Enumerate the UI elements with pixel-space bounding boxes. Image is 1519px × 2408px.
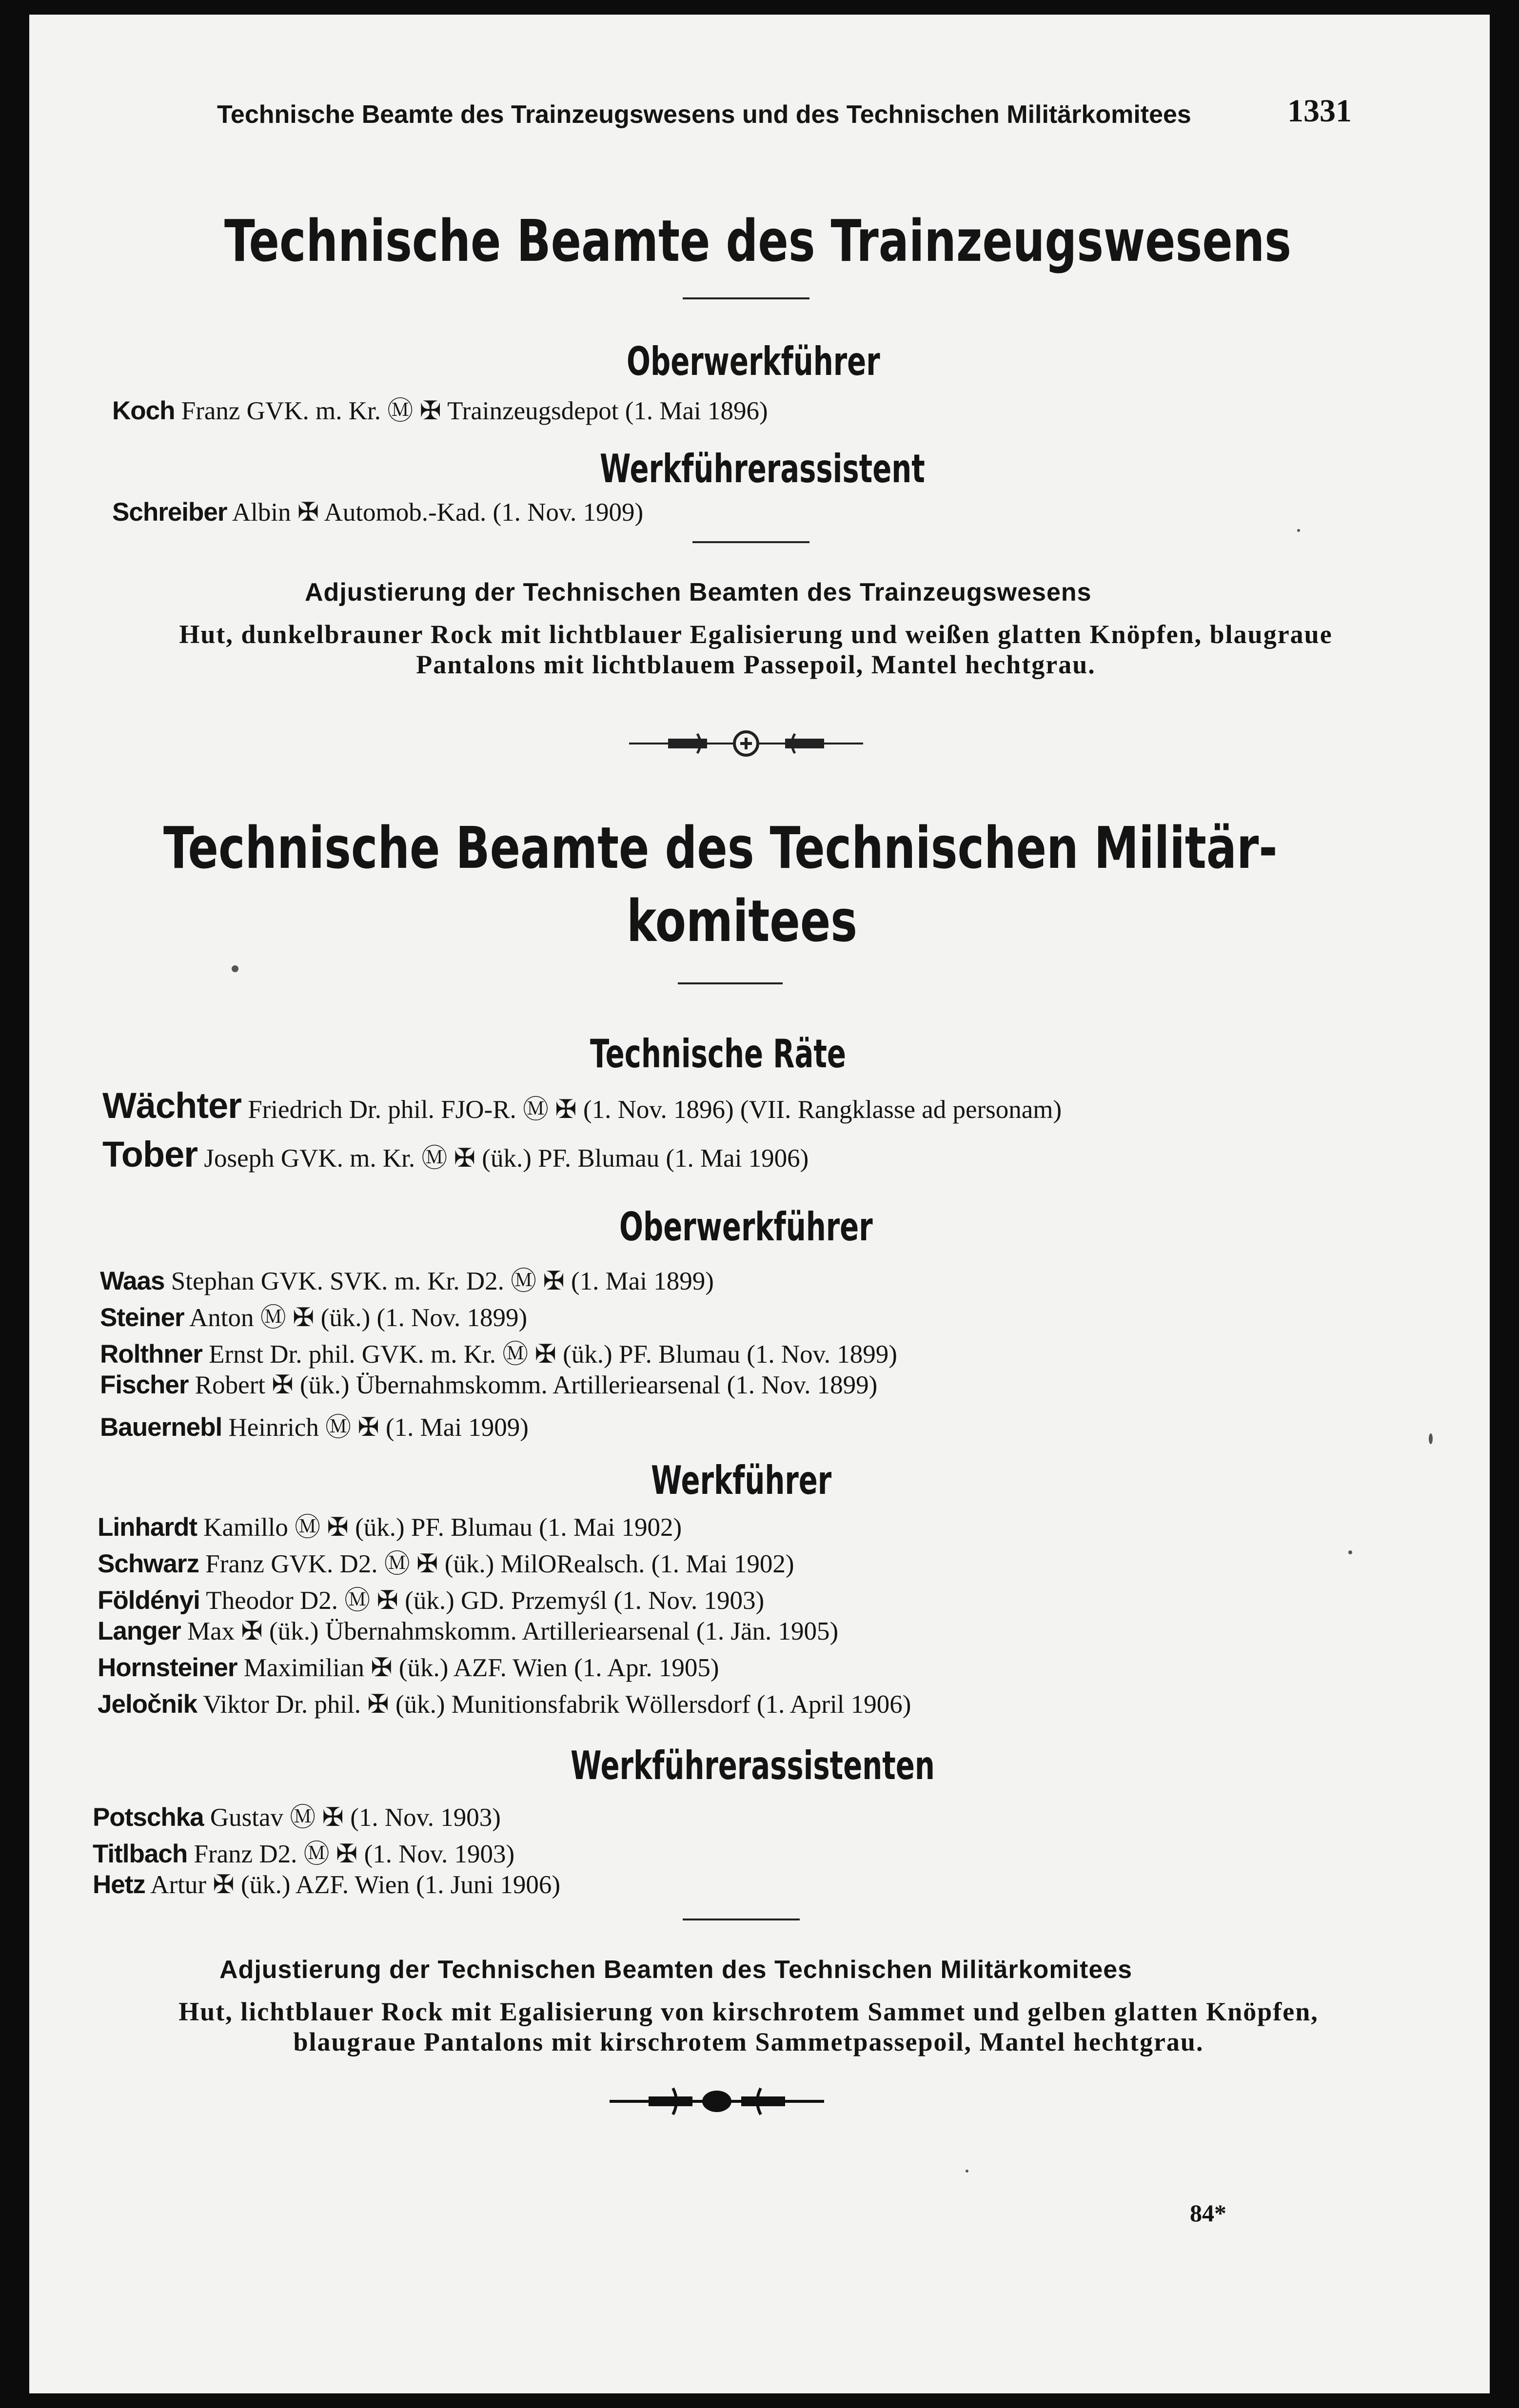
group-heading: Oberwerkführer: [627, 339, 880, 384]
group-heading: Oberwerkführer: [619, 1204, 873, 1250]
list-item: Koch Franz GVK. m. Kr. Ⓜ ✠ Trainzeugsdepot (1. Mai 1896): [112, 396, 768, 425]
ornament-divider: [610, 2084, 824, 2118]
list-item: Schwarz Franz GVK. D2. Ⓜ ✠ (ük.) MilORealsch. (1. Mai 1902): [98, 1549, 794, 1578]
list-item: Linhardt Kamillo Ⓜ ✠ (ük.) PF. Blumau (1. Mai 1902): [98, 1513, 682, 1542]
group-heading: Werkführerassistent: [600, 446, 925, 491]
group-heading: Technische Räte: [590, 1031, 846, 1077]
divider-rule: [692, 541, 809, 543]
scan-speck: [966, 2170, 968, 2173]
list-item: Schreiber Albin ✠ Automob.-Kad. (1. Nov. 1909): [112, 498, 644, 527]
section2-title-line1: Technische Beamte des Technischen Militär-: [163, 814, 1278, 881]
divider-rule: [678, 982, 783, 984]
section2-title-line2: komitees: [627, 887, 858, 955]
scan-speck: [1297, 529, 1300, 532]
list-item: Titlbach Franz D2. Ⓜ ✠ (1. Nov. 1903): [93, 1840, 515, 1868]
adjustierung-text: Hut, lichtblauer Rock mit Egalisierung von kirschrotem Sammet und gelben glatten Knöpfen, blaugraue Pantalons mit kirschrotem Sammetpassepoil, Mantel hechtgrau.: [178, 1997, 1319, 2056]
divider-rule: [683, 297, 809, 299]
ornament-divider: [629, 729, 863, 758]
list-item: Waas Stephan GVK. SVK. m. Kr. D2. Ⓜ ✠ (1. Mai 1899): [100, 1267, 714, 1295]
list-item: Bauernebl Heinrich Ⓜ ✠ (1. Mai 1909): [100, 1413, 529, 1442]
list-item: Fischer Robert ✠ (ük.) Übernahmskomm. Artilleriearsenal (1. Nov. 1899): [100, 1370, 878, 1399]
list-item: Jeločnik Viktor Dr. phil. ✠ (ük.) Munitionsfabrik Wöllersdorf (1. April 1906): [98, 1690, 911, 1719]
list-item: Tober Joseph GVK. m. Kr. Ⓜ ✠ (ük.) PF. Blumau (1. Mai 1906): [102, 1134, 809, 1175]
adjustierung-heading: Adjustierung der Technischen Beamten des Trainzeugswesens: [305, 578, 1092, 607]
running-head: Technische Beamte des Trainzeugswesens und des Technischen Militärkomitees: [217, 100, 1191, 129]
signature-mark: 84*: [1190, 2199, 1226, 2227]
page-number: 1331: [1287, 93, 1352, 129]
group-heading: Werkführer: [651, 1458, 832, 1503]
list-item: Steiner Anton Ⓜ ✠ (ük.) (1. Nov. 1899): [100, 1303, 528, 1332]
scan-speck: [1348, 1550, 1352, 1554]
group-heading: Werkführerassistenten: [571, 1743, 935, 1788]
list-item: Rolthner Ernst Dr. phil. GVK. m. Kr. Ⓜ ✠ (ük.) PF. Blumau (1. Nov. 1899): [100, 1340, 897, 1369]
scan-speck: [232, 965, 238, 972]
page-sheet: [29, 15, 1490, 2393]
section1-title: Technische Beamte des Trainzeugswesens: [224, 207, 1292, 274]
list-item: Wächter Friedrich Dr. phil. FJO-R. Ⓜ ✠ (1. Nov. 1896) (VII. Rangklasse ad personam): [102, 1085, 1062, 1126]
list-item: Hetz Artur ✠ (ük.) AZF. Wien (1. Juni 1906): [93, 1870, 561, 1899]
list-item: Langer Max ✠ (ük.) Übernahmskomm. Artilleriearsenal (1. Jän. 1905): [98, 1617, 839, 1645]
list-item: Hornsteiner Maximilian ✠ (ük.) AZF. Wien (1. Apr. 1905): [98, 1653, 719, 1682]
divider-rule: [683, 1919, 800, 1920]
scan-speck: [1429, 1433, 1433, 1444]
adjustierung-heading: Adjustierung der Technischen Beamten des Technischen Militärkomitees: [219, 1956, 1133, 1984]
list-item: Potschka Gustav Ⓜ ✠ (1. Nov. 1903): [93, 1803, 501, 1832]
list-item: Földényi Theodor D2. Ⓜ ✠ (ük.) GD. Przemyśl (1. Nov. 1903): [98, 1586, 765, 1615]
adjustierung-text: Hut, dunkelbrauner Rock mit lichtblauer Egalisierung und weißen glatten Knöpfen, blaugraue Pantalons mit lichtblauem Passepoil, Mantel hechtgrau.: [179, 620, 1333, 679]
